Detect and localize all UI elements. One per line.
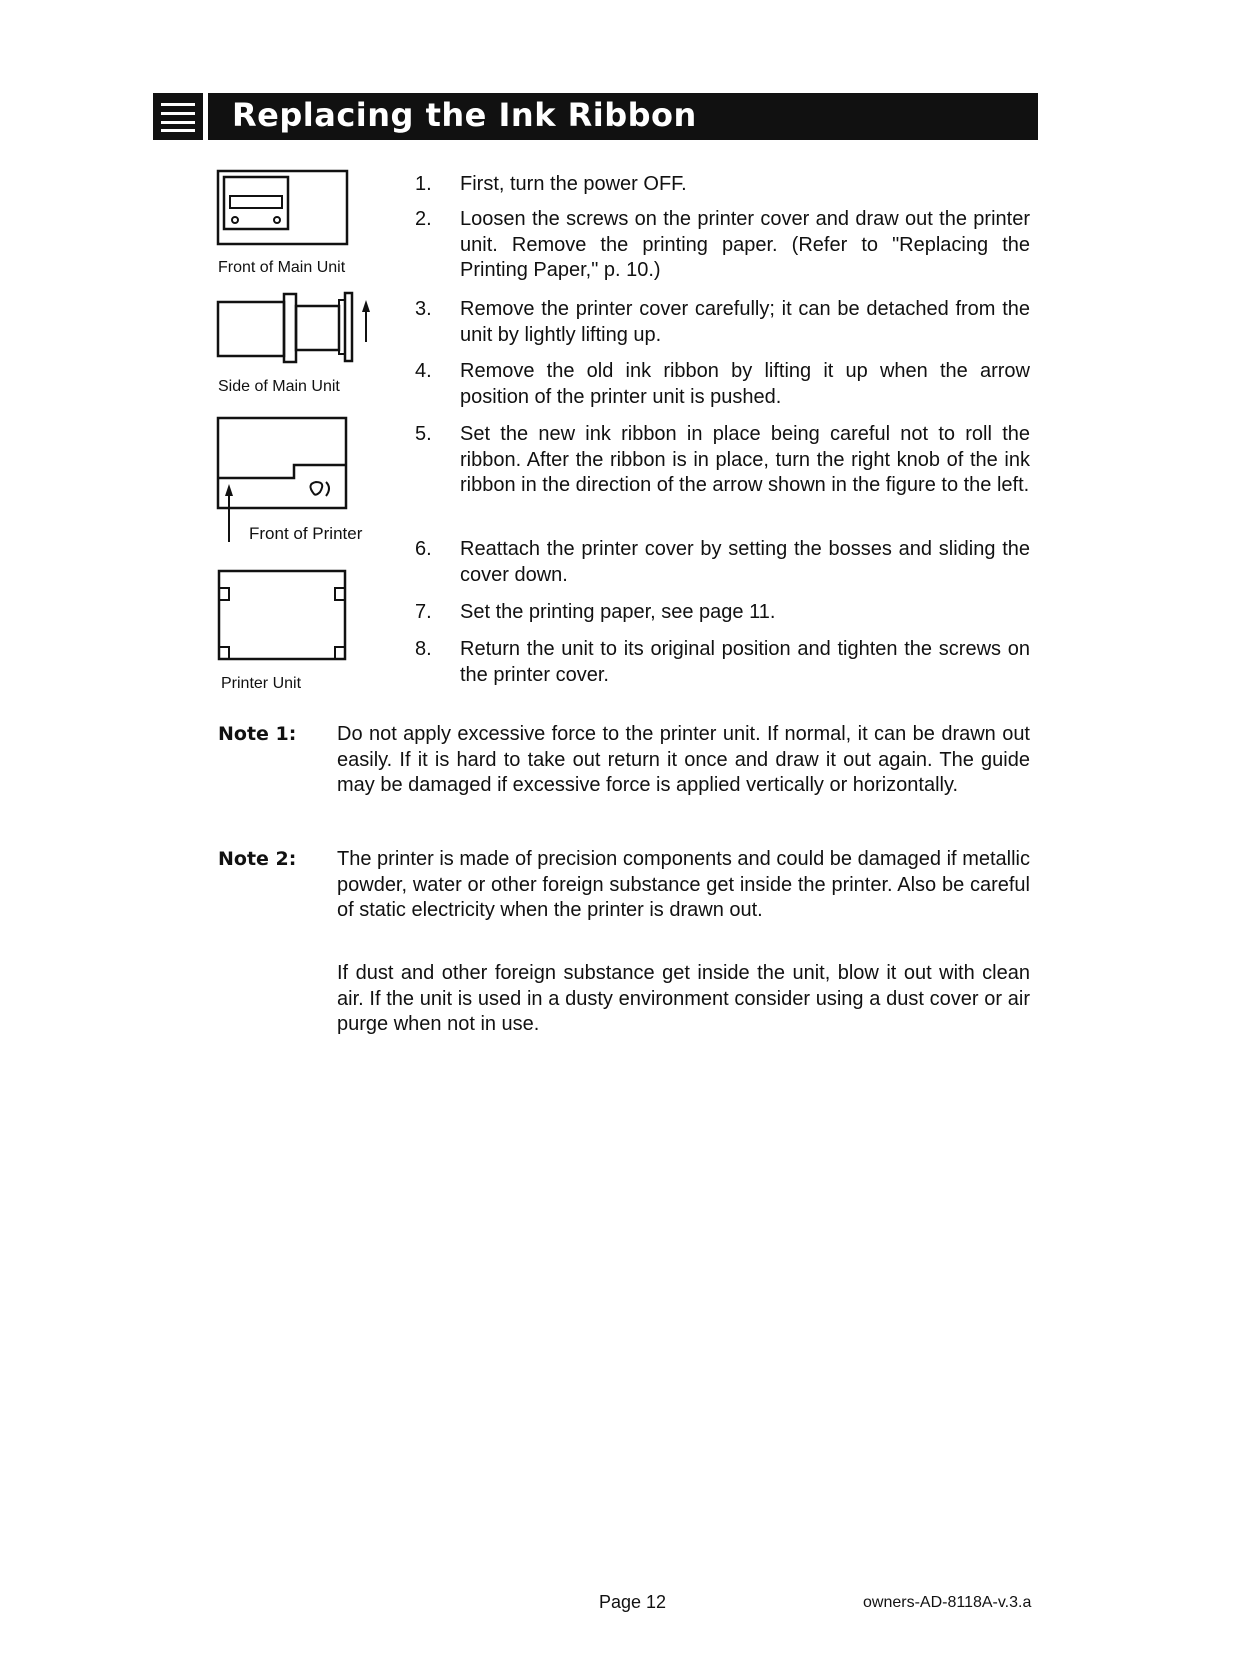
section-header — [208, 93, 1038, 140]
note-1 — [218, 722, 1030, 799]
note-label: Note 2: — [218, 848, 297, 870]
step-number: 2. — [415, 208, 432, 230]
front-of-main-unit-figure — [216, 169, 351, 249]
step-item — [415, 172, 1030, 198]
step-text: Remove the printer cover carefully; it can be detached from the unit by lightly lifting up. — [460, 298, 1030, 346]
figure-caption: Front of Printer — [249, 524, 363, 543]
page-title: Replacing the Ink Ribbon — [232, 96, 697, 134]
step-item — [415, 297, 1030, 348]
step-number: 6. — [415, 538, 432, 560]
step-text: Remove the old ink ribbon by lifting it up when the arrow position of the printer unit is pushed. — [460, 360, 1030, 408]
step-number: 1. — [415, 173, 432, 195]
step-text: Return the unit to its original position and tighten the screws on the printer cover. — [460, 638, 1030, 686]
step-number: 8. — [415, 638, 432, 660]
printer-unit-figure — [216, 568, 351, 664]
document-icon — [153, 93, 203, 140]
step-number: 5. — [415, 423, 432, 445]
step-item — [415, 207, 1030, 284]
step-text: Set the new ink ribbon in place being careful not to roll the ribbon. After the ribbon is in place, turn the right knob of the ink ribbon in the direction of the arrow shown in the figure to the left. — [460, 423, 1030, 496]
step-item — [415, 422, 1030, 499]
figure-caption: Front of Main Unit — [218, 259, 346, 276]
step-text: Set the printing paper, see page 11. — [460, 601, 776, 623]
step-text: Reattach the printer cover by setting the bosses and sliding the cover down. — [460, 538, 1030, 586]
note-2-continued — [218, 961, 1030, 1038]
page-number: Page 12 — [599, 1592, 667, 1612]
step-number: 7. — [415, 601, 432, 623]
figure-caption: Printer Unit — [221, 675, 302, 692]
step-text: First, turn the power OFF. — [460, 173, 687, 195]
step-text: Loosen the screws on the printer cover and draw out the printer unit. Remove the printing paper. (Refer to "Replacing the Printing Paper," p. 10.) — [460, 208, 1030, 281]
figure-caption: Side of Main Unit — [218, 378, 340, 395]
step-number: 3. — [415, 298, 432, 320]
step-item — [415, 359, 1030, 410]
step-item — [415, 537, 1030, 588]
note-2 — [218, 847, 1030, 924]
step-number: 4. — [415, 360, 432, 382]
step-item — [415, 637, 1030, 688]
note-text: If dust and other foreign substance get inside the unit, blow it out with clean air. If the unit is used in a dusty environment consider using a dust cover or air purge when not in use. — [337, 962, 1030, 1035]
step-item — [415, 600, 1030, 626]
note-text: The printer is made of precision components and could be damaged if metallic powder, water or other foreign substance get inside the printer. Also be careful of static electricity when the printer is drawn out. — [337, 848, 1030, 921]
side-of-main-unit-figure — [216, 290, 376, 370]
document-id: owners-AD-8118A-v.3.a — [863, 1594, 1032, 1611]
note-text: Do not apply excessive force to the printer unit. If normal, it can be drawn out easily. If it is hard to take out return it once and draw it out again. The guide may be damaged if excessive force is applied vertically or horizontally. — [337, 723, 1030, 796]
note-label: Note 1: — [218, 723, 297, 745]
